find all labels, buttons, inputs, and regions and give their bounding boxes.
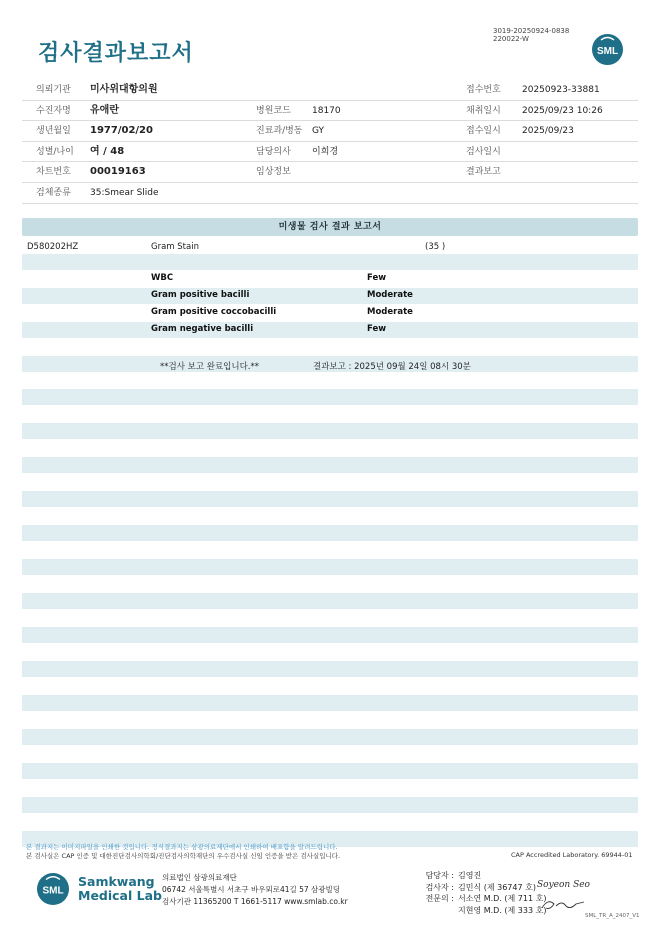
info-label: 채취일시 (466, 105, 501, 116)
signature-scribble (540, 894, 586, 914)
lab-name: 의료법인 삼광의료재단 (162, 873, 237, 882)
result-value: Moderate (367, 290, 413, 300)
stripe-row (22, 729, 638, 745)
brand-name (78, 875, 162, 903)
info-value: 이희경 (312, 146, 339, 157)
info-label: 생년월일 (36, 126, 71, 137)
brand-line2: Medical Lab (78, 888, 162, 903)
stripe-row (22, 695, 638, 711)
signer-label: 담당자 : (425, 871, 454, 880)
signer-name: 김민식 (제 36747 호) (458, 882, 536, 892)
stripe-row (22, 423, 638, 439)
info-row (22, 142, 638, 163)
document-id-line1: 3019-20250924-0838 (493, 27, 570, 35)
info-value: 2025/09/23 (522, 126, 574, 137)
stripe-row (22, 661, 638, 677)
stripe-row (22, 457, 638, 473)
test-name: Gram Stain (151, 242, 199, 252)
info-value: 미사위대항의원 (90, 84, 158, 95)
lab-address: 06742 서울특별시 서초구 바우뫼로41길 57 삼광빌딩 (162, 885, 341, 894)
stripe-row (22, 322, 638, 338)
info-value: 00019163 (90, 166, 146, 178)
signer-label: 전문의 : (425, 894, 454, 903)
info-label: 담당의사 (256, 146, 291, 157)
patient-info-table (22, 80, 638, 204)
brand-line1: Samkwang (78, 874, 155, 889)
result-value: Few (367, 324, 387, 334)
info-label: 접수일시 (466, 126, 501, 137)
info-label: 수진자명 (36, 105, 71, 116)
signer-row (414, 905, 546, 917)
info-value: 18170 (312, 105, 341, 116)
signer-name: 김영진 (458, 871, 482, 880)
info-label: 차트번호 (36, 167, 71, 178)
stripe-row (22, 797, 638, 813)
info-value: 20250923-33881 (522, 85, 600, 95)
footer-logo-text: SML (42, 885, 64, 897)
report-complete-text: **검사 보고 완료입니다.** (160, 362, 260, 372)
info-value: 1977/02/20 (90, 125, 153, 137)
stripe-row (22, 288, 638, 304)
signer-row (414, 893, 546, 905)
footer-sml-logo (36, 872, 70, 906)
info-label: 의뢰기관 (36, 85, 71, 95)
stripe-row (22, 627, 638, 643)
result-label: Gram positive bacilli (151, 290, 250, 300)
stripe-row (22, 254, 638, 270)
lab-contact: 검사기관 11365200 T 1661-5117 www.smlab.co.kr (162, 897, 348, 906)
stripe-row (22, 491, 638, 507)
result-value: Few (367, 273, 387, 283)
info-row (22, 183, 638, 204)
info-value: 유애란 (90, 104, 119, 116)
stripe-row (22, 389, 638, 405)
info-row (22, 121, 638, 142)
info-value: GY (312, 126, 325, 137)
image-notice: 본 결과지는 이미지파일을 인쇄한 것입니다. 정식결과지는 삼광의료재단에서 인쇄하여 배포함을 알려드립니다. (26, 843, 338, 851)
signature-seo: Soyeon Seo (537, 880, 590, 890)
report-section-header: 미생물 검사 결과 보고서 (22, 218, 638, 236)
signer-label: 검사자 : (425, 882, 454, 892)
info-value: 2025/09/23 10:26 (522, 105, 603, 116)
info-value: 35:Smear Slide (90, 187, 159, 198)
cap-accredited-label: CAP Accredited Laboratory. 69944-01 (511, 851, 633, 859)
info-label: 검체종류 (36, 187, 71, 198)
form-code: SML_TR_A_2407_V1 (585, 913, 640, 919)
signer-row (414, 882, 546, 894)
stripe-row (22, 525, 638, 541)
page-title: 검사결과보고서 (38, 41, 194, 66)
info-label: 병원코드 (256, 105, 291, 116)
result-value: Moderate (367, 307, 413, 317)
stripe-row (22, 559, 638, 575)
sml-logo-text: SML (596, 46, 619, 57)
stripe-row (22, 763, 638, 779)
document-id (493, 27, 569, 43)
info-label: 결과보고 (466, 167, 501, 178)
signer-row (414, 870, 546, 882)
info-label: 성별/나이 (36, 146, 74, 157)
signer-name: 지현영 M.D. (제 333 호) (458, 905, 547, 915)
signers (414, 870, 546, 916)
result-label: Gram positive coccobacilli (151, 307, 277, 317)
stripe-row (22, 593, 638, 609)
report-time: 결과보고 : 2025년 09월 24일 08시 30분 (313, 362, 471, 372)
info-value: 여 / 48 (90, 145, 125, 157)
document-id-line2: 220022-W (493, 35, 529, 43)
result-label: Gram negative bacilli (151, 324, 254, 334)
result-label: WBC (151, 273, 174, 283)
info-row (22, 101, 638, 122)
info-row (22, 162, 638, 183)
info-label: 진료과/병동 (256, 126, 303, 137)
info-label: 임상정보 (256, 167, 291, 178)
sml-logo (591, 33, 624, 66)
info-label: 접수번호 (466, 85, 501, 95)
test-code: D580202HZ (27, 242, 79, 252)
info-row (22, 80, 638, 101)
cap-certification-note: 본 검사실은 CAP 인증 및 대한진단검사의학회/진단검사의학재단의 우수검사실 신임 인증을 받은 검사실입니다. (26, 852, 341, 860)
info-label: 검사일시 (466, 146, 501, 157)
lab-info (162, 872, 348, 908)
test-count: (35 ) (425, 242, 446, 252)
signer-name: 서소연 M.D. (제 711 호) (458, 894, 547, 903)
